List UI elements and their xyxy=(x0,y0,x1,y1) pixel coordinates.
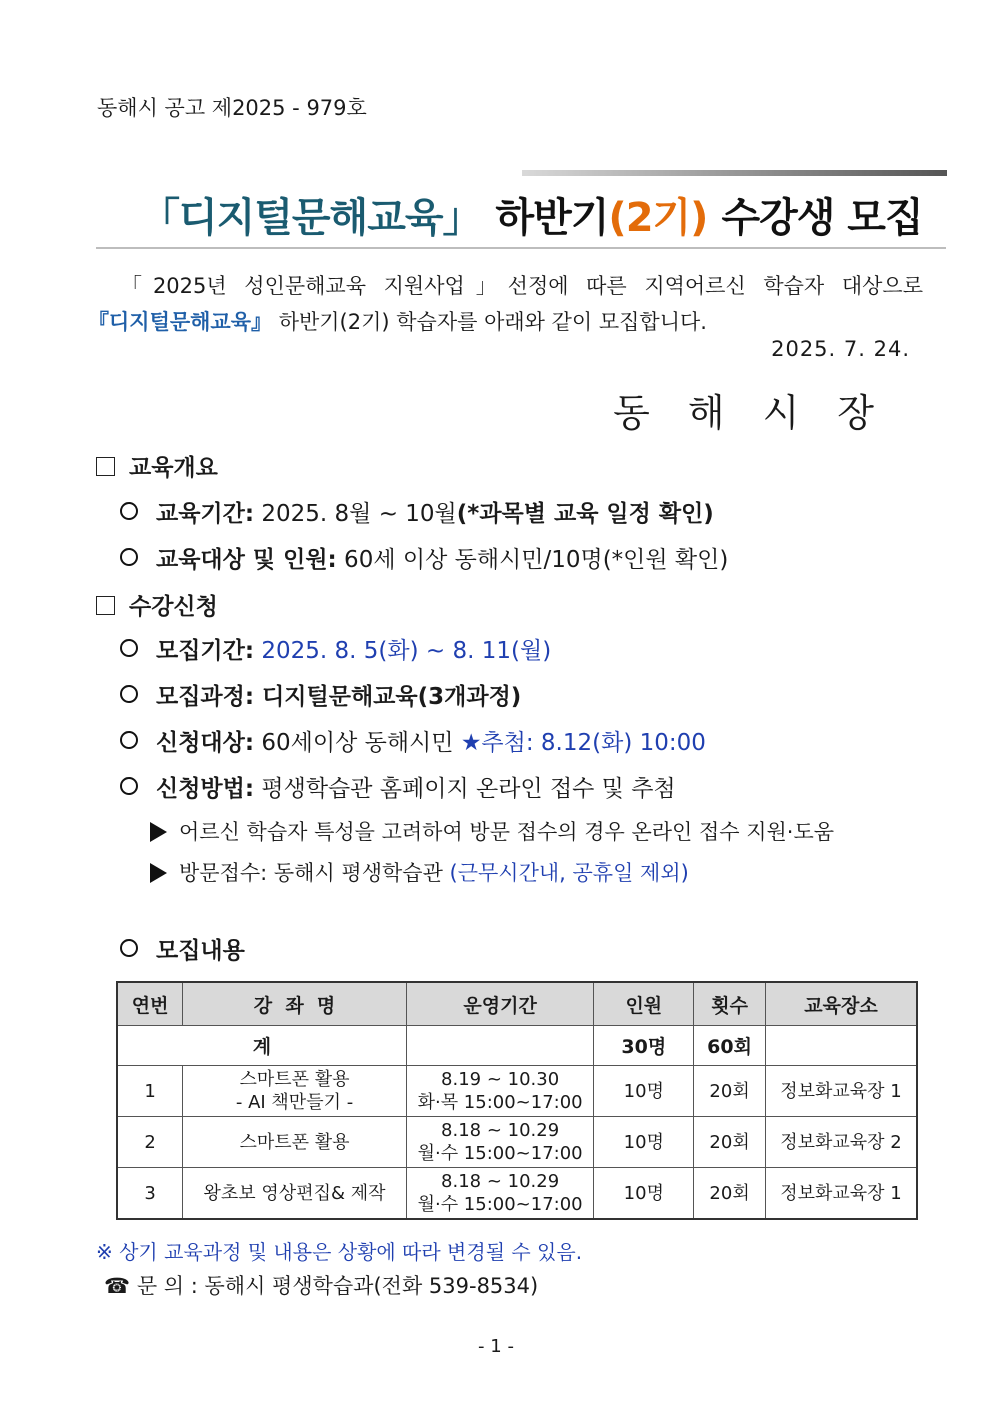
row-course xyxy=(183,1168,406,1220)
title-term: (2기) xyxy=(608,195,708,241)
row-place: 정보화교육장 1 xyxy=(765,1168,917,1220)
header-people: 인원 xyxy=(594,982,694,1026)
row-period xyxy=(406,1168,594,1220)
row-course-name: 스마트폰 활용 xyxy=(239,1131,350,1153)
row-course xyxy=(183,1117,406,1168)
title-decoration-bar xyxy=(522,170,947,176)
title-divider xyxy=(96,247,946,249)
section-overview-heading xyxy=(96,449,218,482)
total-sessions: 60회 xyxy=(694,1026,766,1066)
row-no: 2 xyxy=(117,1117,183,1168)
course-label: 모집과정: xyxy=(156,684,255,710)
notice-number: 동해시 공고 제2025 - 979호 xyxy=(97,96,367,120)
overview-target-item xyxy=(120,541,728,574)
content-heading-item xyxy=(120,932,245,965)
row-period-dates: 8.19 ~ 10.30 xyxy=(441,1069,560,1090)
intro-line-2 xyxy=(88,304,923,340)
row-sessions: 20회 xyxy=(694,1168,766,1220)
circle-bullet-icon xyxy=(120,502,138,520)
row-people: 10명 xyxy=(594,1066,694,1117)
row-sessions: 20회 xyxy=(694,1066,766,1117)
header-period: 운영기간 xyxy=(406,982,594,1026)
period-note: (*과목별 교육 일정 확인) xyxy=(456,501,714,527)
method-sub-item-1 xyxy=(150,816,834,846)
intro-line-2-text: 하반기(2기) 학습자를 아래와 같이 모집합니다. xyxy=(272,310,707,334)
table-total-row xyxy=(117,1026,917,1066)
table-row xyxy=(117,1066,917,1117)
notice-date: 2025. 7. 24. xyxy=(771,337,910,361)
row-place: 정보화교육장 1 xyxy=(765,1066,917,1117)
method-label: 신청방법: xyxy=(156,776,255,802)
intro-line-1: 「2025년 성인문해교육 지원사업」선정에 따른 지역어르신 학습자 대상으로 xyxy=(121,274,923,298)
table-row xyxy=(117,1168,917,1220)
period-value: 2025. 8월 ~ 10월 xyxy=(254,501,457,527)
row-place: 정보화교육장 2 xyxy=(765,1117,917,1168)
total-people: 30명 xyxy=(594,1026,694,1066)
row-period-schedule: 화·목 15:00~17:00 xyxy=(417,1092,583,1113)
apply-method-item xyxy=(120,770,676,803)
header-sessions: 횟수 xyxy=(694,982,766,1026)
header-course: 강 좌 명 xyxy=(183,982,406,1026)
triangle-bullet-icon xyxy=(150,822,167,842)
recruit-period-label: 모집기간: xyxy=(156,638,255,664)
row-course-name: 스마트폰 활용 xyxy=(239,1069,350,1090)
contact-info: ☎ 문 의 : 동해시 평생학습과(전화 539-8534) xyxy=(104,1274,539,1298)
method-sub-item-2 xyxy=(150,857,689,887)
row-period-dates: 8.18 ~ 10.29 xyxy=(441,1171,560,1192)
row-period-schedule: 월·수 15:00~17:00 xyxy=(417,1194,583,1215)
apply-recruit-period-item xyxy=(120,632,551,665)
eligibility-label: 신청대상: xyxy=(156,730,255,756)
triangle-bullet-icon xyxy=(150,863,167,883)
circle-bullet-icon xyxy=(120,548,138,566)
circle-bullet-icon xyxy=(120,639,138,657)
circle-bullet-icon xyxy=(120,777,138,795)
recruit-table xyxy=(116,981,918,1220)
table-header-row xyxy=(117,982,917,1026)
method-value: 평생학습관 홈페이지 온라인 접수 및 추첨 xyxy=(254,776,676,802)
total-label: 계 xyxy=(117,1026,406,1066)
checkbox-square-icon xyxy=(96,596,115,615)
row-period-dates: 8.18 ~ 10.29 xyxy=(441,1120,560,1141)
intro-paragraph xyxy=(88,268,923,340)
page-number: - 1 - xyxy=(478,1336,514,1357)
row-period xyxy=(406,1117,594,1168)
row-period-schedule: 월·수 15:00~17:00 xyxy=(417,1143,583,1164)
method-sub-note-2: (근무시간내, 공휴일 제외) xyxy=(449,861,689,885)
checkbox-square-icon xyxy=(96,457,115,476)
change-notice: ※ 상기 교육과정 및 내용은 상황에 따라 변경될 수 있음. xyxy=(96,1240,583,1264)
row-no: 1 xyxy=(117,1066,183,1117)
recruit-period-value: 2025. 8. 5(화) ~ 8. 11(월) xyxy=(254,638,552,664)
method-sub-text-1: 어르신 학습자 특성을 고려하여 방문 접수의 경우 온라인 접수 지원·도움 xyxy=(179,820,835,844)
apply-eligibility-item xyxy=(120,724,706,757)
header-place: 교육장소 xyxy=(765,982,917,1026)
row-course-name: 왕초보 영상편집& 제작 xyxy=(203,1182,386,1204)
row-course xyxy=(183,1066,406,1117)
page-title xyxy=(140,186,923,243)
course-value: 디지털문해교육(3개과정) xyxy=(254,684,522,710)
row-period xyxy=(406,1066,594,1117)
overview-period-item xyxy=(120,495,714,528)
intro-highlight: 『디지털문해교육』 xyxy=(88,310,273,334)
content-heading: 모집내용 xyxy=(156,938,245,964)
section-apply-label: 수강신청 xyxy=(129,594,218,620)
total-period xyxy=(406,1026,594,1066)
target-value: 60세 이상 동해시민/10명(*인원 확인) xyxy=(336,547,729,573)
apply-course-item xyxy=(120,678,521,711)
title-half: 하반기 xyxy=(495,195,609,241)
section-apply-heading xyxy=(96,588,218,621)
target-label: 교육대상 및 인원: xyxy=(156,547,337,573)
method-sub-text-2: 방문접수: 동해시 평생학습관 xyxy=(179,861,450,885)
title-recruit: 수강생 모집 xyxy=(721,195,923,241)
eligibility-value: 60세이상 동해시민 xyxy=(254,730,461,756)
section-overview-label: 교육개요 xyxy=(129,455,218,481)
row-people: 10명 xyxy=(594,1168,694,1220)
circle-bullet-icon xyxy=(120,685,138,703)
total-place xyxy=(765,1026,917,1066)
header-no: 연번 xyxy=(117,982,183,1026)
issuer-name: 동해시장 xyxy=(613,391,912,435)
row-no: 3 xyxy=(117,1168,183,1220)
row-course-subtitle: - AI 책만들기 - xyxy=(235,1092,354,1113)
circle-bullet-icon xyxy=(120,731,138,749)
period-label: 교육기간: xyxy=(156,501,255,527)
circle-bullet-icon xyxy=(120,939,138,957)
row-sessions: 20회 xyxy=(694,1117,766,1168)
table-row xyxy=(117,1117,917,1168)
title-program: 「디지털문해교육」 xyxy=(140,195,482,241)
lottery-info: ★추첨: 8.12(화) 10:00 xyxy=(460,730,706,756)
row-people: 10명 xyxy=(594,1117,694,1168)
